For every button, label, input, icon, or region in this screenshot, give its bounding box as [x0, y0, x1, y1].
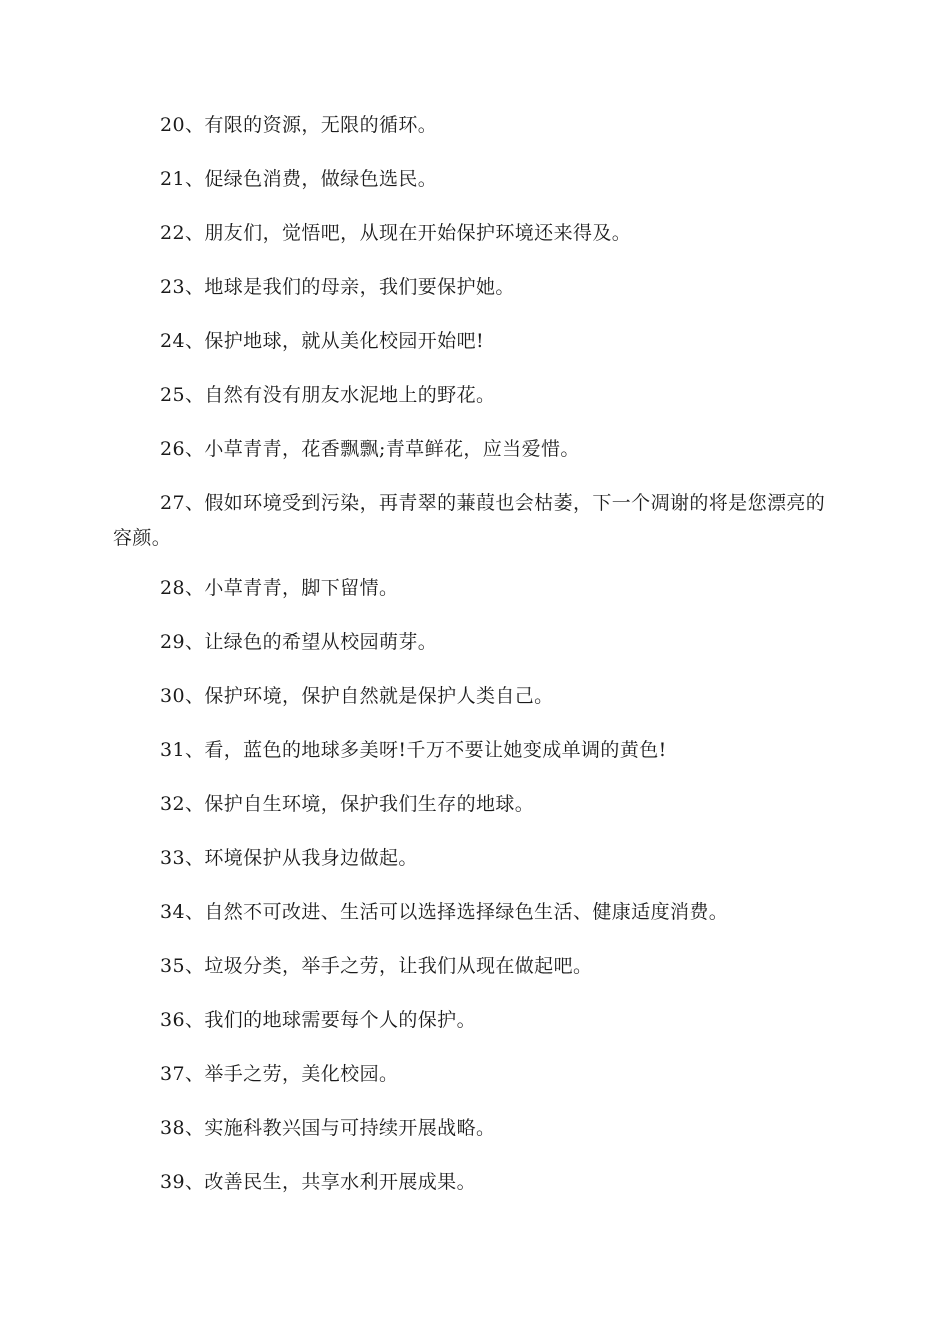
slogan-item: 26、小草青青，花香飘飘;青草鲜花，应当爱惜。: [160, 438, 580, 460]
slogan-item: 37、举手之劳，美化校园。: [160, 1063, 399, 1085]
slogan-item: 35、垃圾分类，举手之劳，让我们从现在做起吧。: [160, 955, 593, 977]
slogan-item: 34、自然不可改进、生活可以选择选择绿色生活、健康适度消费。: [160, 901, 729, 923]
slogan-item: 31、看，蓝色的地球多美呀!千万不要让她变成单调的黄色!: [160, 739, 667, 761]
slogan-item: 32、保护自生环境，保护我们生存的地球。: [160, 793, 535, 815]
slogan-item: 36、我们的地球需要每个人的保护。: [160, 1009, 476, 1031]
slogan-item: 38、实施科教兴国与可持续开展战略。: [160, 1117, 496, 1139]
slogan-item: 23、地球是我们的母亲，我们要保护她。: [160, 276, 515, 298]
slogan-item: 20、有限的资源，无限的循环。: [160, 114, 438, 136]
slogan-item: 33、环境保护从我身边做起。: [160, 847, 418, 869]
document-body: [113, 112, 835, 1223]
slogan-item: 30、保护环境，保护自然就是保护人类自己。: [160, 685, 554, 707]
slogan-item: 24、保护地球，就从美化校园开始吧!: [160, 330, 485, 352]
slogan-item: 22、朋友们，觉悟吧，从现在开始保护环境还来得及。: [160, 222, 632, 244]
slogan-item: 29、让绿色的希望从校园萌芽。: [160, 631, 438, 653]
slogan-item: 28、小草青青，脚下留情。: [160, 577, 399, 599]
slogan-item: 25、自然有没有朋友水泥地上的野花。: [160, 384, 496, 406]
slogan-item: 27、假如环境受到污染，再青翠的蒹葭也会枯萎，下一个凋谢的将是您漂亮的容颜。: [113, 492, 826, 549]
slogan-item: 39、改善民生，共享水利开展成果。: [160, 1171, 476, 1193]
slogan-item: 21、促绿色消费，做绿色选民。: [160, 168, 438, 190]
